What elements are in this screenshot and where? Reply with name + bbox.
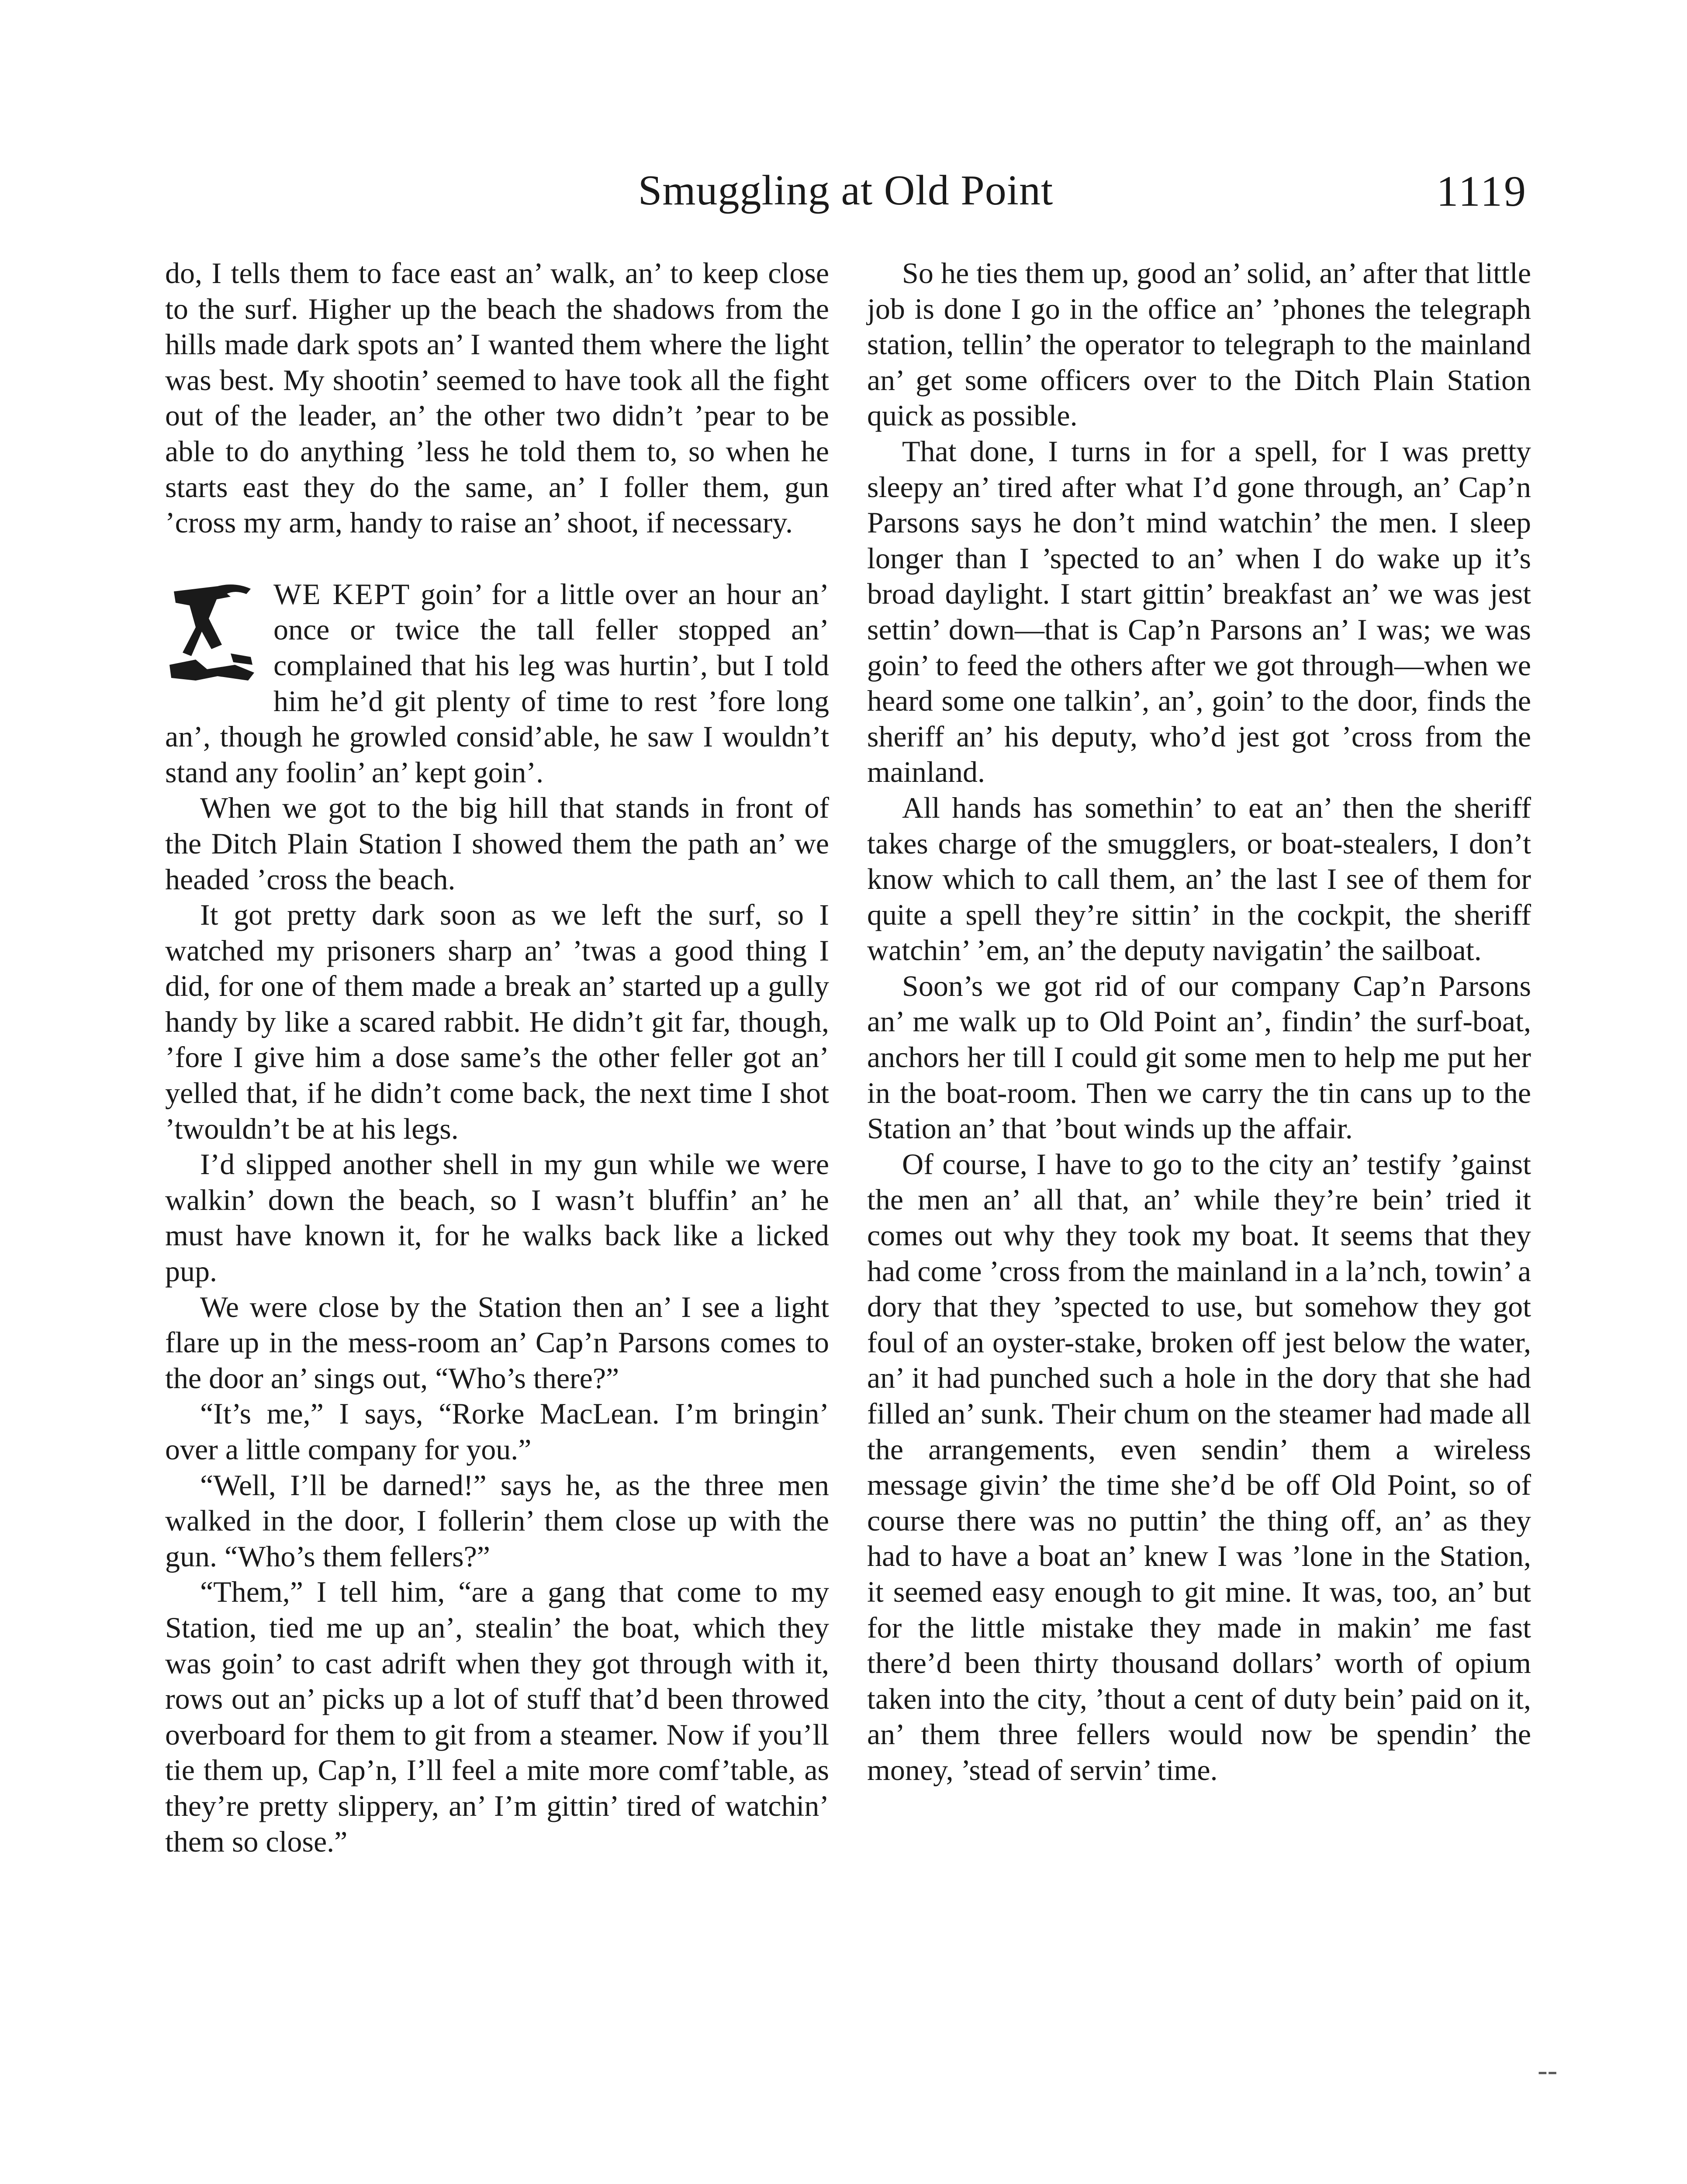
paragraph: do, I tells them to face east an’ walk, an’ to keep close to the surf. Higher up the beach the shadows from the hills made dark spots an’ I wanted them where the light was best. My shootin’ seemed to have took all the fight out of the leader, an’ the other two didn’t ’pear to be able to do anything ’less he told them to, so when he starts east they do the same, an’ I foller them, gun ’cross my arm, handy to raise an’ shoot, if necessary. (165, 256, 829, 539)
right-column (867, 256, 1531, 1788)
paragraph: Soon’s we got rid of our company Cap’n Parsons an’ me walk up to Old Point an’, findin’ the surf-boat, anchors her till I could git some men to help me put her in the boat-room. Then we carry the tin cans up to the Station an’ that ’bout winds up the affair. (867, 969, 1531, 1145)
paragraph: It got pretty dark soon as we left the surf, so I watched my prisoners sharp an’ ’twas a good thing I did, for one of them made a break an’ started up a gully handy by like a scared rabbit. He didn’t git far, though, ’fore I give him a dose same’s the other feller got an’ yelled that, if he didn’t come back, the next time I shot ’twouldn’t be at his legs. (165, 898, 829, 1145)
paragraph: When we got to the big hill that stands in front of the Ditch Plain Station I showed them the path an’ we headed ’cross the beach. (165, 791, 829, 896)
section-start-paragraph (165, 577, 829, 791)
paragraph: We were close by the Station then an’ I see a light flare up in the mess-room an’ Cap’n Parsons comes to the door an’ sings out, “Who’s there?” (165, 1290, 829, 1395)
paragraph: Of course, I have to go to the city an’ testify ’gainst the men an’ all that, an’ while they’re bein’ tried it comes out why they took my boat. It seems that they had come ’cross from the mainland in a la’nch, towin’ a dory that they ’spected to use, but somehow they got foul of an oyster-stake, broken off jest below the water, an’ it had punched such a hole in the dory that she had filled an’ sunk. Their chum on the steamer had made all the arrangements, even sendin’ them a wireless message givin’ the time she’d be off Old Point, so of course there was no puttin’ the thing off, an’ as they had to have a boat an’ knew I was ’lone in the Station, it seemed easy enough to git mine. It was, too, an’ but for the little mistake they made in makin’ me fast there’d been thirty thousand dollars’ worth of opium taken into the city, ’thout a cent of duty bein’ paid on it, an’ them three fellers would now be spendin’ the money, ’stead of servin’ time. (867, 1147, 1531, 1787)
paragraph: I’d slipped another shell in my gun while we were walkin’ down the beach, so I wasn’t bluffin’ an’ he must have known it, for he walks back like a licked pup. (165, 1147, 829, 1288)
page-title: Smuggling at Old Point (638, 167, 1054, 214)
paragraph: That done, I turns in for a spell, for I was pretty sleepy an’ tired after what I’d gone through, an’ Cap’n Parsons says he don’t mind watchin’ the men. I sleep longer than I ’spected to an’ when I do wake up it’s broad daylight. I start gittin’ breakfast an’ we was jest settin’ down—that is Cap’n Parsons an’ I was; we was goin’ to feed the others after we got through—when we heard some one talkin’, an’, goin’ to the door, finds the sheriff an’ his deputy, who’d jest got ’cross from the mainland. (867, 434, 1531, 789)
paragraph-text: goin’ for a little over an hour an’ once or twice the tall feller stopped an’ complained that his leg was hurtin’, but I told him he’d git plenty of time to rest ’fore long an’, though he growled consid’able, he saw I wouldn’t stand any foolin’ an’ kept goin’. (165, 577, 829, 789)
paragraph: “Them,” I tell him, “are a gang that come to my Station, tied me up an’, stealin’ the boat, which they was goin’ to cast adrift when they got through with it, rows out an’ picks up a lot of stuff that’d been throwed overboard for them to git from a steamer. Now if you’ll tie them up, Cap’n, I’ll feel a mite more comf’table, as they’re pretty slippery, an’ I’m gittin’ tired of watchin’ them so close.” (165, 1575, 829, 1858)
left-column (165, 256, 829, 1859)
drop-cap-ornament-icon (165, 579, 260, 684)
page-number: 1119 (1436, 167, 1528, 215)
paragraph: So he ties them up, good an’ solid, an’ after that little job is done I go in the office an’ ’phones the telegraph station, tellin’ the operator to telegraph to the mainland an’ get some officers over to the Ditch Plain Station quick as possible. (867, 256, 1531, 432)
paragraph: All hands has somethin’ to eat an’ then the sheriff takes charge of the smugglers, or boat-stealers, I don’t know which to call them, an’ the last I see of them for quite a spell they’re sittin’ in the cockpit, the sheriff watchin’ ’em, an’ the deputy navigatin’ the sailboat. (867, 791, 1531, 967)
margin-mark: -- (1538, 2053, 1558, 2087)
section-lead-caps: WE KEPT (273, 577, 411, 611)
running-head (164, 166, 1528, 232)
paragraph: “It’s me,” I says, “Rorke MacLean. I’m bringin’ over a little company for you.” (165, 1397, 829, 1466)
paragraph: “Well, I’ll be darned!” says he, as the three men walked in the door, I follerin’ them close up with the gun. “Who’s them fellers?” (165, 1468, 829, 1573)
